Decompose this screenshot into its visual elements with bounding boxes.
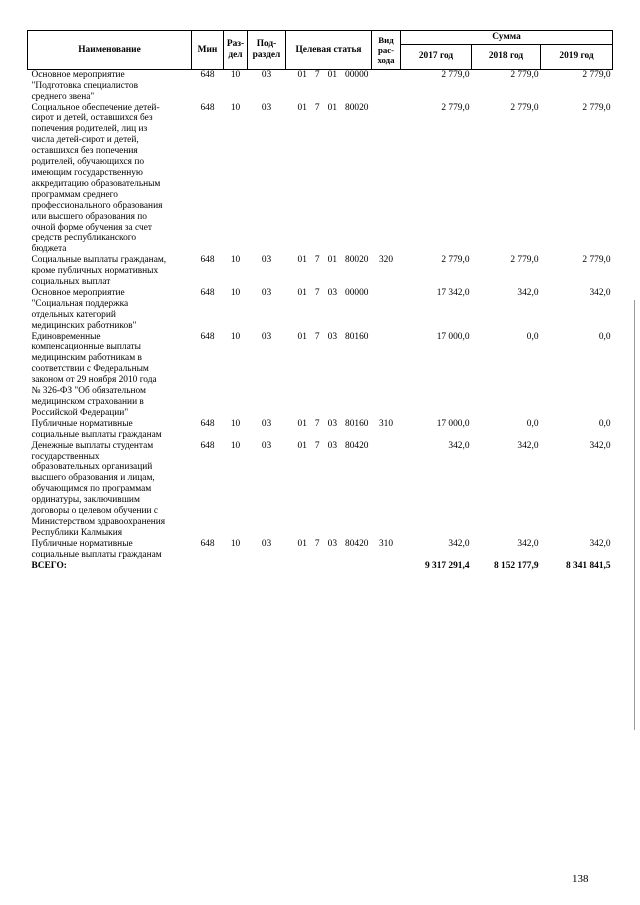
row-podrazdel: 03	[261, 255, 272, 266]
row-sum-2019: 2 779,0	[582, 69, 611, 80]
target-part: 00000	[345, 287, 369, 298]
row-sum-2019: 2 779,0	[582, 255, 611, 266]
row-podrazdel: 03	[261, 331, 272, 342]
row-name: Социальные выплаты гражданам, кроме публичных нормативных социальных выплат	[31, 255, 167, 288]
header-year-2017: 2017 год	[401, 44, 472, 69]
row-sum-2019: 342,0	[589, 440, 611, 451]
header-year-2019: 2019 год	[541, 44, 613, 69]
target-part: 03	[327, 418, 337, 429]
target-part: 80020	[345, 255, 369, 266]
header-sum: Сумма	[401, 31, 613, 45]
row-sum-2019: 0,0	[598, 418, 611, 429]
target-part: 7	[314, 440, 320, 451]
row-sum-2017: 17 000,0	[436, 331, 470, 342]
row-sum-2017: 17 000,0	[436, 418, 470, 429]
row-target	[286, 419, 372, 441]
row-sum-2018: 0,0	[526, 418, 539, 429]
target-part: 01	[297, 538, 307, 549]
target-part: 03	[327, 538, 337, 549]
budget-table	[27, 30, 613, 572]
target-part: 00000	[345, 69, 369, 80]
row-min: 648	[200, 69, 215, 80]
row-sum-2018: 2 779,0	[510, 255, 539, 266]
row-razdel: 10	[230, 418, 241, 429]
target-part: 01	[327, 69, 337, 80]
total-row	[28, 561, 613, 572]
row-podrazdel: 03	[261, 440, 272, 451]
row-min: 648	[200, 538, 215, 549]
budget-table-page	[27, 30, 612, 572]
row-sum-2019: 342,0	[589, 287, 611, 298]
target-part: 7	[314, 287, 320, 298]
row-sum-2019: 2 779,0	[582, 102, 611, 113]
target-part: 7	[314, 102, 320, 113]
total-label: ВСЕГО:	[31, 560, 67, 571]
header-razdel: Раз- дел	[224, 31, 248, 70]
row-podrazdel: 03	[261, 69, 272, 80]
row-vid	[372, 69, 401, 102]
target-part: 01	[297, 331, 307, 342]
scan-edge-line	[634, 300, 635, 730]
row-sum-2018: 342,0	[517, 538, 539, 549]
row-sum-2017: 2 779,0	[441, 255, 470, 266]
target-part: 80420	[345, 440, 369, 451]
target-part: 01	[297, 287, 307, 298]
row-name: Социальное обеспечение детей- сирот и детей, оставшихся без попечения родителей, лиц из числа детей-сирот и детей, оставшихся без попечения родителей, обучающихся по имеющим государственную аккредитацию образовательным программам среднего профессионального образования или высшего образования по очной форме обучения за счет средств республиканского бюджета	[31, 102, 163, 255]
row-sum-2017: 17 342,0	[436, 287, 470, 298]
row-podrazdel: 03	[261, 538, 272, 549]
row-min: 648	[200, 255, 215, 266]
target-part: 01	[297, 69, 307, 80]
row-podrazdel: 03	[261, 418, 272, 429]
row-razdel: 10	[230, 102, 241, 113]
header-target: Целевая статья	[286, 31, 372, 70]
target-part: 80020	[345, 102, 369, 113]
row-name: Денежные выплаты студентам государственных образовательных организаций высшего образования и лицам, обучающимся по программам ординатуры, заключившим договоры о целевом обучении с Министерством здравоохранения Республики Калмыкия	[31, 440, 166, 538]
row-sum-2018: 2 779,0	[510, 69, 539, 80]
row-target	[286, 332, 372, 419]
table-row	[28, 539, 613, 561]
row-vid: 310	[378, 418, 394, 429]
target-part: 01	[297, 102, 307, 113]
row-name: Публичные нормативные социальные выплаты гражданам	[31, 418, 162, 440]
total-sum-2017: 9 317 291,4	[424, 560, 470, 571]
row-razdel: 10	[230, 440, 241, 451]
target-part: 7	[314, 255, 320, 266]
row-min: 648	[200, 418, 215, 429]
header-year-2018: 2018 год	[472, 44, 541, 69]
target-part: 01	[297, 440, 307, 451]
row-target	[286, 441, 372, 539]
total-sum-2019: 8 341 841,5	[566, 560, 611, 571]
row-min: 648	[200, 440, 215, 451]
row-razdel: 10	[230, 255, 241, 266]
row-target	[286, 539, 372, 561]
target-part: 01	[327, 102, 337, 113]
target-part: 80160	[345, 331, 369, 342]
row-target	[286, 103, 372, 256]
row-name: Публичные нормативные социальные выплаты гражданам	[31, 538, 162, 560]
row-name: Основное мероприятие "Подготовка специалистов среднего звена"	[31, 69, 139, 102]
row-vid	[372, 288, 401, 332]
header-podrazdel: Под- раздел	[248, 31, 286, 70]
header-name: Наименование	[28, 31, 192, 70]
target-part: 03	[327, 331, 337, 342]
row-razdel: 10	[230, 538, 241, 549]
row-sum-2018: 0,0	[526, 331, 539, 342]
row-podrazdel: 03	[261, 287, 272, 298]
total-sum-2018: 8 152 177,9	[493, 560, 539, 571]
row-razdel: 10	[230, 287, 241, 298]
row-min: 648	[200, 331, 215, 342]
table-row	[28, 255, 613, 288]
row-sum-2018: 342,0	[517, 287, 539, 298]
target-part: 01	[327, 255, 337, 266]
row-min: 648	[200, 102, 215, 113]
target-part: 80160	[345, 418, 369, 429]
row-sum-2017: 2 779,0	[441, 69, 470, 80]
row-sum-2018: 2 779,0	[510, 102, 539, 113]
row-razdel: 10	[230, 331, 241, 342]
table-row	[28, 441, 613, 539]
row-razdel: 10	[230, 69, 241, 80]
header-row-1	[28, 31, 613, 45]
row-vid	[372, 441, 401, 539]
row-podrazdel: 03	[261, 102, 272, 113]
target-part: 01	[297, 255, 307, 266]
target-part: 03	[327, 440, 337, 451]
header-vid: Вид рас- хода	[372, 31, 401, 70]
row-sum-2017: 342,0	[448, 440, 470, 451]
row-sum-2019: 0,0	[598, 331, 611, 342]
target-part: 7	[314, 331, 320, 342]
target-part: 80420	[345, 538, 369, 549]
table-row	[28, 288, 613, 332]
row-vid: 320	[378, 255, 394, 266]
row-vid: 310	[378, 538, 394, 549]
target-part: 7	[314, 418, 320, 429]
table-row	[28, 332, 613, 419]
page-number: 138	[572, 873, 589, 885]
table-row	[28, 69, 613, 102]
table-row	[28, 103, 613, 256]
row-sum-2017: 2 779,0	[441, 102, 470, 113]
row-name: Основное мероприятие "Социальная поддержка отдельных категорий медицинских работников"	[31, 287, 137, 331]
row-target	[286, 255, 372, 288]
table-row	[28, 419, 613, 441]
row-sum-2019: 342,0	[589, 538, 611, 549]
row-min: 648	[200, 287, 215, 298]
target-part: 01	[297, 418, 307, 429]
target-part: 7	[314, 69, 320, 80]
target-part: 03	[327, 287, 337, 298]
row-sum-2018: 342,0	[517, 440, 539, 451]
row-name: Единовременные компенсационные выплаты медицинским работникам в соответствии с Федеральным законом от 29 ноября 2010 года № 326-ФЗ "Об обязательном медицинском страховании в Российской Федерации"	[31, 331, 157, 418]
row-target	[286, 288, 372, 332]
row-vid	[372, 332, 401, 419]
target-part: 7	[314, 538, 320, 549]
row-sum-2017: 342,0	[448, 538, 470, 549]
row-target	[286, 69, 372, 102]
row-vid	[372, 103, 401, 256]
header-min: Мин	[192, 31, 224, 70]
